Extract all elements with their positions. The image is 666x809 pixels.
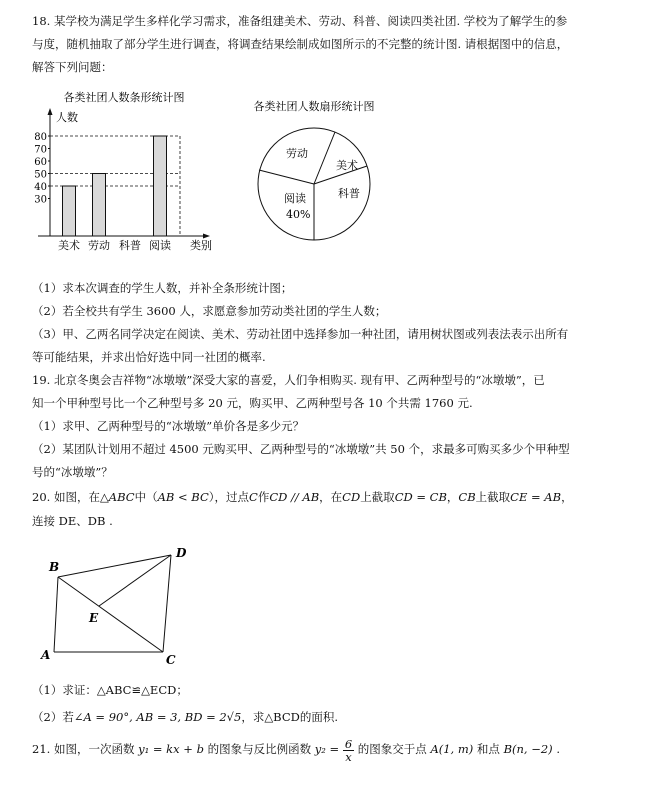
q20-sub2 [32,706,640,729]
pie-label-science: 科普 [338,187,360,200]
q21-text-c: 的图象交于点 [357,742,427,756]
q20-sub1-c: ； [176,683,188,697]
bar-chart-ylabel: 人数 [56,111,78,124]
q20-sub2-e: 的面积. [299,710,339,724]
q19-sub2-line1: （2）某团队计划用不超过 4500 元购买甲、乙两种型号的“冰墩墩”共 50 个，求最多可购买多少个甲种型 [32,442,570,456]
y-tick-label-40: 40 [34,182,47,193]
q18-sub3-line2: 等可能结果，并求出恰好选中同一社团的概率. [32,350,266,364]
q21-line1 [32,736,640,763]
y-tick-label-60: 60 [34,157,47,168]
q20-sub2-conditions: ∠A = 90°, AB = 3, BD = 2√5 [73,710,242,724]
label-b: B [49,560,60,574]
pie-chart-title: 各类社团人数扇形统计图 [253,100,375,113]
x-tick-label-1: 劳动 [88,239,110,252]
bar-0 [63,186,76,236]
q20-text-c: ），过点 [208,490,249,504]
y-tick-label-30: 30 [34,194,47,206]
x-tick-label-3: 阅读 [149,239,171,252]
pie-chart [250,92,430,252]
q21-fraction [343,738,354,763]
q20-line2: 连接 DE、DB . [32,514,113,528]
x-axis-arrow [203,234,210,239]
q20-text-b: 中（ [134,490,158,504]
y-tick-label-50: 50 [34,169,47,181]
q20-eq-ce-ab: CE = AB [510,490,562,504]
q20-eq-cd-cb: CD = CB [394,490,447,504]
segment-ab [54,577,58,652]
q19-sub2-line2: 号的“冰墩墩”？ [32,465,113,479]
q20-sub1 [32,679,640,702]
x-tick-label-0: 美术 [58,239,80,252]
segment-bd [58,555,171,577]
q21-text-a: 21. 如图，一次函数 [32,742,135,756]
pie-label-art: 美术 [336,159,358,172]
bar-chart-title: 各类社团人数条形统计图 [63,91,185,104]
q21-text-b: 的图象与反比例函数 [207,742,312,756]
pie-label-reading: 阅读 [284,192,306,205]
q18-stem-line1: 18. 某学校为满足学生多样化学习需求，准备组建美术、劳动、科普、阅读四类社团. 学校为了解学生的参 [32,14,568,28]
q20-text-f: 上截取 [360,490,395,504]
q21-point-b: B(n, −2) [503,742,553,756]
q20-text-e: ，在 [319,490,343,504]
label-e: E [89,611,99,625]
q20-sub2-a: （2）若 [32,710,74,724]
q20-condition: AB < BC [157,490,209,504]
q20-text-h: 上截取 [475,490,511,504]
q20-point-c: C [249,490,258,504]
q20-sub1-congruence: △ABC≌△ECD [96,683,177,697]
q20-parallel: CD // AB [269,490,320,504]
pie-label-labor: 劳动 [286,147,308,160]
y-tick-label-70: 70 [34,144,47,156]
label-a: A [41,648,51,662]
q20-sub2-triangle: △BCD [264,710,300,724]
q19-line1: 19. 北京冬奥会吉祥物“冰墩墩”深受大家的喜爱，人们争相购买. 现有甲、乙两种型号的“冰墩墩”，已 [32,373,545,387]
bar-chart-xlabel: 类别 [190,239,212,252]
q20-segment-cb: CB [458,490,476,504]
q21-point-a: A(1, m) [430,742,474,756]
q21-text-e: . [556,742,560,756]
q18-stem-line2: 与度，随机抽取了部分学生进行调查，将调查结果绘制成如图所示的不完整的统计图. 请根据图中的信息， [32,37,569,51]
q19-sub1: （1）求甲、乙两种型号的“冰墩墩”单价各是多少元？ [32,419,305,433]
segment-cd [163,555,171,652]
q21-fraction-numerator: 6 [344,736,353,751]
q21-text-d: 和点 [476,742,500,756]
q19-line2: 知一个甲种型号比一个乙种型号多 20 元，购买甲、乙两种型号各 10 个共需 1760 元. [32,396,473,410]
q20-figure [36,540,206,670]
q20-text-g: ， [446,490,459,504]
q20-line1 [32,486,640,509]
y-axis-arrow [48,108,53,115]
q18-sub1: （1）求本次调查的学生人数，并补全条形统计图； [32,281,293,295]
q18-sub3-line1: （3）甲、乙两名同学决定在阅读、美术、劳动社团中选择参加一种社团，请用树状图或列表法表示出所有 [32,327,569,341]
q21-fraction-denominator: x [345,749,352,764]
y-tick-label-80: 80 [34,132,47,143]
x-tick-label-2: 科普 [119,239,141,252]
q20-sub2-c: ，求 [241,710,265,724]
q20-sub1-a: （1）求证： [32,683,97,697]
label-d: D [176,546,187,560]
q21-linear-function: y₁ = kx + b [138,742,204,756]
q20-text-d: 作 [257,490,270,504]
q18-stem-line3: 解答下列问题： [32,60,113,74]
bar-1 [93,174,106,237]
label-c: C [166,653,176,667]
q21-inverse-function-lhs: y₂ = [314,742,340,756]
segment-bc [58,577,163,652]
bar-3 [154,136,167,236]
q20-text-a: 20. 如图，在 [32,490,100,504]
segment-de [99,555,171,606]
bar-chart [28,84,228,254]
pie-label-reading-percent: 40% [286,208,311,221]
q20-text-i: ， [561,490,573,504]
q20-segment-cd: CD [342,490,361,504]
q20-triangle-abc: △ABC [99,490,135,504]
q18-sub2: （2）若全校共有学生 3600 人，求愿意参加劳动类社团的学生人数； [32,304,387,318]
